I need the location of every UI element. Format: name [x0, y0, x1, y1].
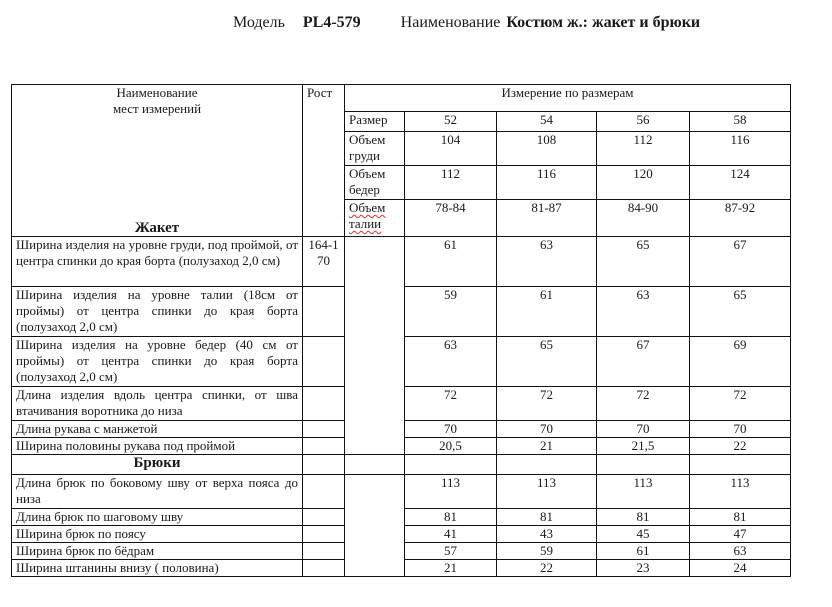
size-param-value: 81-87	[497, 200, 597, 237]
measurement-value: 45	[597, 526, 690, 543]
spacer-cell	[345, 237, 405, 455]
measurement-value: 81	[405, 509, 497, 526]
measurement-label: Ширина штанины внизу ( половина)	[12, 560, 303, 577]
size-param-value: 112	[597, 132, 690, 166]
measurement-label: Ширина изделия на уровне бедер (40 см от проймы) от центра спинки до края борта (полузаход 2,0 см)	[12, 337, 303, 387]
model-value: PL4-579	[302, 14, 361, 31]
measurement-label: Длина брюк по шаговому шву	[12, 509, 303, 526]
sizes-column-header: Измерение по размерам	[345, 85, 791, 112]
measurement-value: 113	[690, 475, 791, 509]
value-cell	[690, 455, 791, 475]
measurement-value: 24	[690, 560, 791, 577]
name-value: Костюм ж.: жакет и брюки	[506, 14, 701, 31]
document-title	[233, 14, 700, 32]
measurement-value: 20,5	[405, 438, 497, 455]
section-title-trousers: Брюки	[12, 455, 303, 475]
height-cell	[303, 526, 345, 543]
measurement-value: 61	[405, 237, 497, 287]
height-cell	[303, 543, 345, 560]
measurement-value: 70	[405, 421, 497, 438]
measurement-value: 65	[690, 287, 791, 337]
name-header-line1: Наименование	[116, 85, 198, 100]
size-param-value: 58	[690, 112, 791, 132]
measurement-label: Длина рукава с манжетой	[12, 421, 303, 438]
name-header-line2: мест измерений	[112, 101, 202, 116]
measurement-value: 22	[690, 438, 791, 455]
measurement-label: Ширина брюк по поясу	[12, 526, 303, 543]
measurement-row	[12, 237, 791, 287]
height-cell	[303, 438, 345, 455]
model-label: Модель	[233, 14, 285, 31]
size-param-label: Объем груди	[345, 132, 405, 166]
size-param-value: 84-90	[597, 200, 690, 237]
size-param-value: 52	[405, 112, 497, 132]
size-param-value: 124	[690, 166, 791, 200]
measurement-value: 70	[597, 421, 690, 438]
measurement-value: 23	[597, 560, 690, 577]
measurement-value: 69	[690, 337, 791, 387]
size-param-value: 54	[497, 112, 597, 132]
spacer-cell	[345, 455, 405, 475]
measurement-value: 57	[405, 543, 497, 560]
measurement-label: Ширина изделия на уровне груди, под проймой, от центра спинки до края борта (полузаход 2,0 см)	[12, 237, 303, 287]
measurement-value: 21	[405, 560, 497, 577]
measurement-value: 81	[690, 509, 791, 526]
measurement-value: 21,5	[597, 438, 690, 455]
measurement-value: 61	[597, 543, 690, 560]
measurement-value: 63	[597, 287, 690, 337]
measurement-value: 72	[405, 387, 497, 421]
name-column-header	[12, 85, 303, 237]
measurement-value: 59	[497, 543, 597, 560]
measurement-value: 70	[497, 421, 597, 438]
section-row-trousers	[12, 455, 791, 475]
measurement-value: 72	[597, 387, 690, 421]
size-param-value: 56	[597, 112, 690, 132]
size-param-value: 108	[497, 132, 597, 166]
height-cell	[303, 509, 345, 526]
measurement-label: Длина брюк по боковому шву от верха пояса до низа	[12, 475, 303, 509]
spacer-cell	[345, 475, 405, 577]
measurement-value: 22	[497, 560, 597, 577]
measurement-value: 65	[597, 237, 690, 287]
measurement-value: 72	[497, 387, 597, 421]
size-param-value: 116	[690, 132, 791, 166]
measurement-value: 113	[497, 475, 597, 509]
measurement-value: 81	[597, 509, 690, 526]
measurement-value: 43	[497, 526, 597, 543]
height-column-header: Рост	[303, 85, 345, 237]
measurement-label: Длина изделия вдоль центра спинки, от шва втачивания воротника до низа	[12, 387, 303, 421]
height-cell	[303, 387, 345, 421]
size-param-value: 78-84	[405, 200, 497, 237]
measurement-value: 113	[597, 475, 690, 509]
measurement-value: 61	[497, 287, 597, 337]
measurement-value: 81	[497, 509, 597, 526]
height-cell	[303, 560, 345, 577]
measurement-value: 113	[405, 475, 497, 509]
size-param-label: Размер	[345, 112, 405, 132]
height-cell	[303, 287, 345, 337]
height-cell: 164-170	[303, 237, 345, 287]
measurement-value: 72	[690, 387, 791, 421]
size-param-label: Объем талии	[345, 200, 405, 237]
value-cell	[497, 455, 597, 475]
size-param-label: Объем бедер	[345, 166, 405, 200]
value-cell	[597, 455, 690, 475]
name-label: Наименование	[400, 14, 501, 31]
size-param-value: 112	[405, 166, 497, 200]
measurement-value: 59	[405, 287, 497, 337]
size-param-value: 120	[597, 166, 690, 200]
size-param-value: 87-92	[690, 200, 791, 237]
measurement-row	[12, 475, 791, 509]
measurement-label: Ширина изделия на уровне талии (18см от проймы) от центра спинки до края борта (полузаход 2,0 см)	[12, 287, 303, 337]
value-cell	[405, 455, 497, 475]
measurement-label: Ширина брюк по бёдрам	[12, 543, 303, 560]
height-cell	[303, 455, 345, 475]
measurement-label: Ширина половины рукава под проймой	[12, 438, 303, 455]
height-cell	[303, 337, 345, 387]
measurement-value: 67	[690, 237, 791, 287]
height-cell	[303, 421, 345, 438]
size-param-value: 104	[405, 132, 497, 166]
measurement-value: 67	[597, 337, 690, 387]
header-row	[12, 85, 791, 112]
measurement-value: 47	[690, 526, 791, 543]
measurement-value: 63	[497, 237, 597, 287]
height-cell	[303, 475, 345, 509]
measurement-value: 65	[497, 337, 597, 387]
size-chart-table	[11, 84, 791, 577]
measurement-value: 41	[405, 526, 497, 543]
size-param-value: 116	[497, 166, 597, 200]
measurement-value: 63	[690, 543, 791, 560]
measurement-value: 63	[405, 337, 497, 387]
section-title-jacket: Жакет	[134, 220, 180, 236]
measurement-value: 21	[497, 438, 597, 455]
measurement-value: 70	[690, 421, 791, 438]
